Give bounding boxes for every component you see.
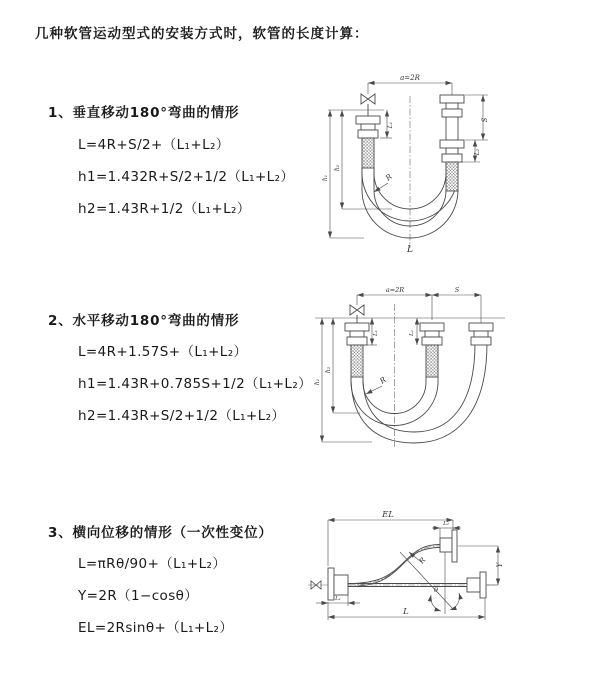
radius-label: R bbox=[417, 556, 428, 566]
flange-fitting-right-lower bbox=[440, 140, 464, 191]
page-title: 几种软管运动型式的安装方式时，软管的长度计算： bbox=[35, 26, 369, 42]
section-1-formula-h2: h2=1.43R+1/2（L₁+L₂） bbox=[78, 201, 251, 217]
flange-fitting-left bbox=[356, 116, 380, 168]
braided-hose-section bbox=[426, 345, 438, 377]
section-3-heading: 3、横向位移的情形（一次性变位） bbox=[48, 525, 273, 541]
section-1-heading: 1、垂直移动180°弯曲的情形 bbox=[48, 105, 240, 121]
dim-label-y: Y bbox=[496, 562, 504, 568]
diagram-vertical-180-bend bbox=[300, 68, 590, 264]
section-2-heading: 2、水平移动180°弯曲的情形 bbox=[48, 313, 240, 329]
braided-hose-section bbox=[351, 345, 363, 377]
dim-label-h1: h₁ bbox=[314, 378, 321, 386]
dimension-lines bbox=[314, 286, 481, 442]
dim-label-el: EL bbox=[382, 510, 394, 520]
dim-label-l1: L₁ bbox=[387, 121, 394, 129]
section-2-formula-L: L=4R+1.57S+（L₁+L₂） bbox=[78, 344, 248, 360]
dim-label-a2r: a=2R bbox=[385, 286, 405, 294]
section-1-formula-h1: h1=1.432R+S/2+1/2（L₁+L₂） bbox=[78, 169, 295, 185]
dim-label-a2r: a=2R bbox=[400, 74, 420, 82]
braided-hose-section bbox=[362, 138, 374, 168]
dim-label-l: L bbox=[403, 607, 409, 617]
section-2-formula-h2: h2=1.43R+S/2+1/2（L₁+L₂） bbox=[78, 408, 286, 424]
dim-label-h1: h₁ bbox=[322, 174, 329, 182]
valve-icon bbox=[350, 305, 364, 323]
angle-construction bbox=[400, 550, 460, 614]
valve-icon bbox=[361, 94, 375, 116]
flange-fitting-left bbox=[345, 323, 369, 377]
flange-fitting-right-upper bbox=[440, 95, 464, 117]
braided-hose-section bbox=[446, 162, 458, 191]
dim-label-l1: L₁ bbox=[373, 330, 379, 336]
section-3-formula-EL: EL=2Rsinθ+（L₁+L₂） bbox=[78, 620, 234, 636]
flange-fitting-top-right bbox=[440, 530, 457, 562]
angle-label-theta: θ bbox=[434, 586, 438, 594]
dim-label-s: S bbox=[481, 117, 489, 123]
dim-label-h2: h₂ bbox=[334, 164, 341, 172]
section-3-formula-L: L=πRθ/90+（L₁+L₂） bbox=[78, 556, 227, 572]
flange-fitting-right-moved bbox=[469, 323, 493, 345]
diagram-horizontal-180-bend bbox=[300, 282, 600, 458]
dim-label-l2: L₂ bbox=[474, 148, 481, 156]
section-1-formula-L: L=4R+S/2+（L₁+L₂） bbox=[78, 137, 230, 153]
diagram-lateral-displacement bbox=[300, 492, 600, 637]
hose-loops bbox=[351, 304, 487, 447]
radius-label: R bbox=[383, 172, 394, 183]
dimension-lines bbox=[316, 510, 504, 620]
flange-fitting-right-straight bbox=[467, 572, 486, 598]
length-label: L bbox=[407, 245, 413, 255]
flange-fitting-middle bbox=[420, 323, 444, 377]
dim-label-h2: h₂ bbox=[325, 366, 332, 374]
section-2-formula-h1: h1=1.43R+0.785S+1/2（L₁+L₂） bbox=[78, 376, 313, 392]
dim-label-l2: L₂ bbox=[409, 330, 415, 336]
dim-label-l1: L₁ bbox=[335, 596, 341, 602]
radius-label: R bbox=[377, 375, 388, 386]
dim-label-l2: L₂ bbox=[443, 521, 449, 527]
section-3-formula-Y: Y=2R（1−cosθ） bbox=[78, 588, 199, 604]
dim-label-s: S bbox=[454, 286, 460, 294]
